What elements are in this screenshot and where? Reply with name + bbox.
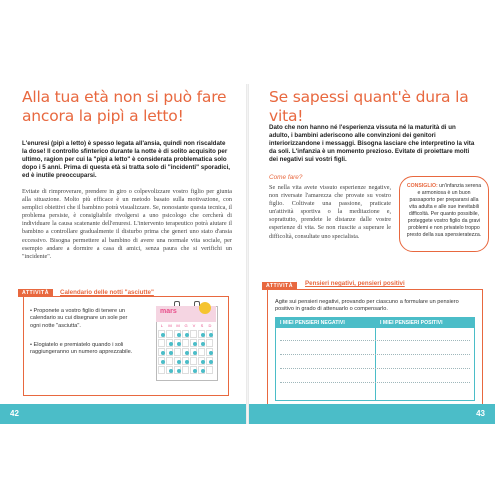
- calendar-cell: [190, 348, 197, 356]
- left-page: [0, 84, 247, 424]
- calendar-cell: [198, 348, 205, 356]
- table-row: [280, 354, 470, 355]
- sun-icon: [201, 360, 205, 364]
- calendar-cell: [158, 366, 165, 374]
- sun-icon: [193, 369, 197, 373]
- tip-text: un'infanzia serena e armoniosa è un buon passaporto per prepararsi alla vita adulta e alle sue inevitabili difficoltà. Per quanto possibile, proteggete vostro figlio da gravi problemi e non privatelo troppo presto della sua spensieratezza.: [406, 183, 482, 238]
- calendar-cell: [198, 366, 205, 374]
- calendar-cell: [190, 339, 197, 347]
- weekday-label: D: [208, 323, 212, 328]
- calendar-cell: [206, 339, 213, 347]
- calendar-cell: [174, 348, 181, 356]
- calendar-cell: [206, 366, 213, 374]
- sun-icon: [185, 333, 189, 337]
- calendar-cell: [182, 339, 189, 347]
- calendar-weekdays: [158, 323, 214, 328]
- calendar-cell: [158, 339, 165, 347]
- calendar-cell: [190, 366, 197, 374]
- weekday-label: S: [200, 323, 204, 328]
- table-row: [280, 368, 470, 369]
- calendar-cell: [198, 330, 205, 338]
- calendar-grid: [158, 330, 214, 376]
- calendar-cell: [174, 366, 181, 374]
- weekday-label: L: [160, 323, 164, 328]
- calendar-cell: [182, 348, 189, 356]
- calendar-cell: [158, 357, 165, 365]
- sun-icon: [169, 369, 173, 373]
- right-subheading: Come fare?: [269, 174, 303, 181]
- left-page-title: Alla tua età non si può fare ancora la pipì a letto!: [22, 88, 227, 125]
- right-activity-heading: Pensieri negativi, pensieri positivi: [305, 280, 405, 287]
- left-intro: L'enuresi (pipì a letto) è spesso legata all'ansia, quindi non riscaldate la dose! Il controllo sfinterico durante la notte è di solito acquisito per ultimo, ragion per cui la "pipì a letto" è considerata problematica solo dopo i 5 anni. Prima di questa età si tratta solo di "incidenti" sporadici, ed è inutile preoccuparsi.: [22, 140, 231, 180]
- calendar-cell: [190, 330, 197, 338]
- sun-icon: [209, 333, 213, 337]
- right-page: [249, 84, 495, 424]
- calendar-cell: [182, 357, 189, 365]
- sun-icon: [161, 351, 165, 355]
- sun-icon: [177, 333, 181, 337]
- calendar-month: mars: [160, 308, 177, 315]
- table-row: [280, 382, 470, 383]
- calendar-cell: [166, 339, 173, 347]
- sun-icon: [201, 333, 205, 337]
- weekday-label: V: [192, 323, 196, 328]
- thoughts-table: [275, 317, 475, 401]
- sun-icon: [209, 360, 213, 364]
- weekday-label: M: [176, 323, 180, 328]
- table-row: [280, 340, 470, 341]
- left-footer-band: [0, 404, 247, 424]
- sun-icon: [161, 333, 165, 337]
- calendar-cell: [166, 357, 173, 365]
- sun-icon: [193, 351, 197, 355]
- calendar-cell: [174, 330, 181, 338]
- tip-label: CONSIGLIO:: [406, 183, 438, 189]
- calendar-illustration: [156, 301, 216, 379]
- sun-icon: [201, 369, 205, 373]
- calendar-cell: [182, 366, 189, 374]
- calendar-cell: [198, 339, 205, 347]
- book-gutter: [246, 84, 249, 424]
- left-activity-bullet-1: • Proponete a vostro figlio di tenere un calendario su cui disegnare un sole per ogni notte "asciutta".: [30, 308, 128, 329]
- calendar-cell: [198, 357, 205, 365]
- left-activity-bullet-2: • Elogiatelo e premiatelo quando i soli raggiungeranno un numero apprezzabile.: [30, 342, 133, 356]
- calendar-cell: [206, 348, 213, 356]
- calendar-cell: [190, 357, 197, 365]
- sun-icon: [201, 342, 205, 346]
- sun-icon: [185, 351, 189, 355]
- weekday-label: M: [168, 323, 172, 328]
- sun-icon: [185, 360, 189, 364]
- right-activity-instructions: Agite sui pensieri negativi, provando per ciascuno a formulare un pensiero positivo in grado di attenuarlo o compensarlo.: [275, 299, 459, 313]
- calendar-cell: [166, 366, 173, 374]
- sun-icon: [193, 342, 197, 346]
- left-activity-tab: ATTIVITÀ: [18, 289, 53, 297]
- calendar-cell: [174, 339, 181, 347]
- calendar-cell: [206, 357, 213, 365]
- sun-sticker-icon: [199, 302, 211, 314]
- calendar-cell: [206, 330, 213, 338]
- right-footer-band: [249, 404, 495, 424]
- table-header-negative: I MIEI PENSIERI NEGATIVI: [276, 318, 375, 328]
- left-page-number: 42: [10, 409, 19, 418]
- sun-icon: [177, 360, 181, 364]
- right-page-title: Se sapessi quant'è dura la vita!: [269, 88, 469, 125]
- right-intro: Dato che non hanno né l'esperienza vissuta né la maturità di un adulto, i bambini aderiscono alle convinzioni dei genitori interiorizzandone i messaggi. Bisogna lasciare che interpretino la vita da soli. L'infanzia è un momento prezioso. Evitate di proiettare molti dei negativi sui vostri figli.: [269, 124, 475, 164]
- sun-icon: [161, 360, 165, 364]
- sun-icon: [177, 369, 181, 373]
- calendar-cell: [182, 330, 189, 338]
- sun-icon: [209, 351, 213, 355]
- left-activity-heading: Calendario delle notti "asciutte": [60, 289, 154, 296]
- calendar-cell: [158, 348, 165, 356]
- table-header-positive: I MIEI PENSIERI POSITIVI: [375, 318, 474, 328]
- calendar-cell: [174, 357, 181, 365]
- weekday-label: G: [184, 323, 188, 328]
- table-column-divider: [375, 318, 376, 400]
- calendar-cell: [166, 330, 173, 338]
- sun-icon: [169, 351, 173, 355]
- calendar-cell: [158, 330, 165, 338]
- sun-icon: [169, 342, 173, 346]
- right-page-number: 43: [476, 409, 485, 418]
- tip-bubble: [399, 176, 489, 252]
- right-body: Se nella vita avete vissuto esperienze negative, non riversate l'amarezza che provate su vostro figlio. Coltivate una passione, praticate un'attività sportiva o la meditazione e, soprattutto, prendete le distanze dalle vostre esperienze di vita. Se non riuscite a superare le difficoltà, consultate uno specialista.: [269, 184, 391, 240]
- left-body: Evitate di rimproverare, prendere in giro o colpevolizzare vostro figlio per giunta alla situazione. Molto più efficace è un metodo basato sulla motivazione, con semplici obiettivi che il bambino potrà visualizzare. Se, nonostante questa tecnica, il problema persiste, è consigliabile rivolgersi a uno psicologo che cercherà di individuare la causa scatenante dell'enuresi. L'intervento terapeutico potrà aiutare il bambino a controllare gradualmente il disturbo prima che generi uno stato d'ansia eccessivo. Bisogna permettere al bambino di avere una normale vita sociale, per esempio andare a dormire a casa di amici, senza paura che si verifichi un "incidente".: [22, 188, 232, 260]
- right-activity-tab: ATTIVITÀ: [262, 282, 297, 290]
- sun-icon: [177, 342, 181, 346]
- calendar-cell: [166, 348, 173, 356]
